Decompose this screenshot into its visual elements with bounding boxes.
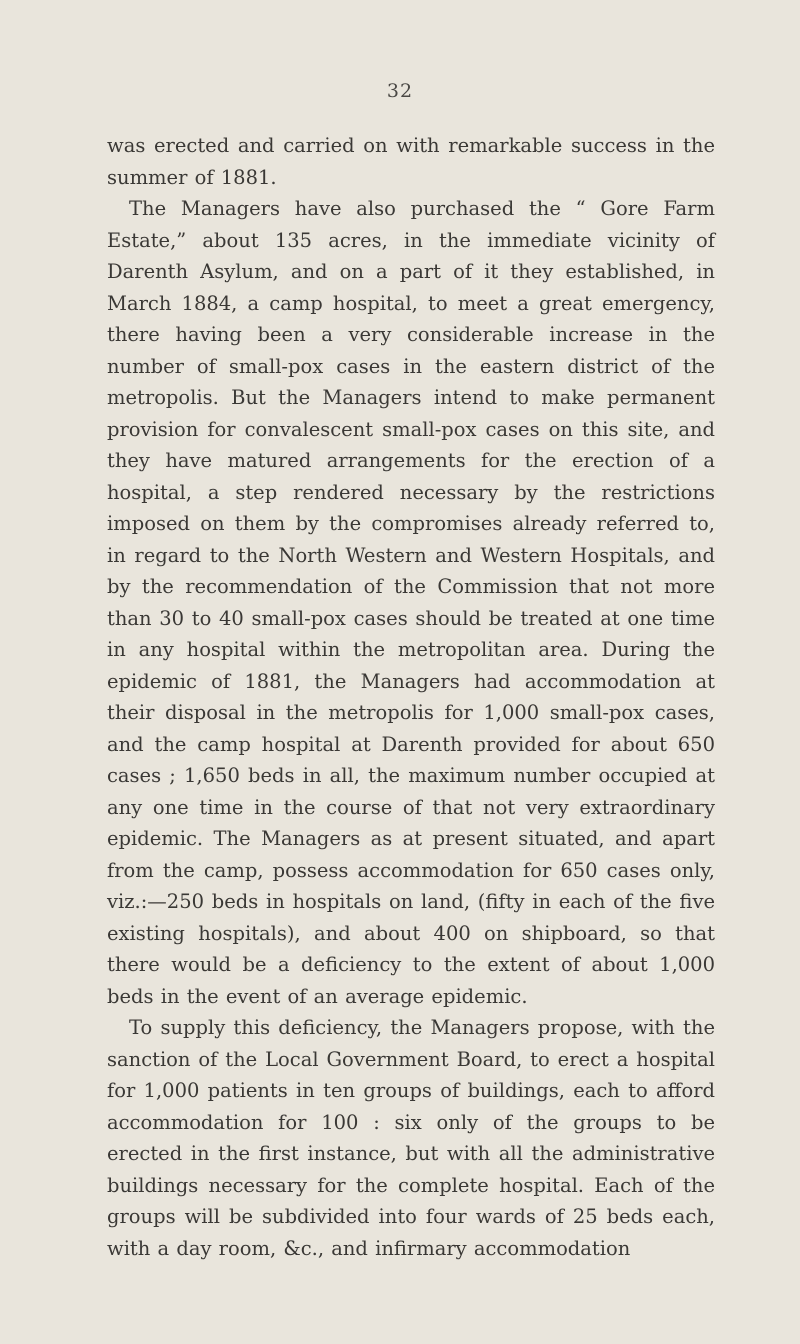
paragraph-gore-farm: The Managers have also purchased the “ Gore Farm Estate,” about 135 acres, in the immediate vicinity of Darenth Asylum, and on a part of it they established, in March 1884, a camp hospital, to meet a great emergency, there having been a very considerable increase in the number of small-pox cases in the eastern district of the metropolis. But the Managers intend to make permanent provision for convalescent small-pox cases on this site, and they have matured arrangements for the erection of a hospital, a step rendered necessary by the restrictions imposed on them by the compromises already referred to, in regard to the North Western and Western Hospitals, and by the recommendation of the Commission that not more than 30 to 40 small-pox cases should be treated at one time in any hospital within the metropolitan area. During the epidemic of 1881, the Managers had accommodation at their disposal in the metropolis for 1,000 small-pox cases, and the camp hospital at Darenth provided for about 650 cases ; 1,650 beds in all, the maximum number occupied at any one time in the course of that not very extraordinary epidemic. The Managers as at present situated, and apart from the camp, possess accommodation for 650 cases only, viz.:—250 beds in hospitals on land, (fifty in each of the five existing hospitals), and about 400 on shipboard, so that there would be a deficiency to the extent of about 1,000 beds in the event of an average epidemic.: [107, 197, 715, 1008]
paragraph-continuation: was erected and carried on with remarkable success in the summer of 1881.: [107, 134, 715, 189]
page-number: 32: [386, 80, 414, 102]
body-text: [107, 130, 715, 1264]
paragraph-deficiency: To supply this deficiency, the Managers propose, with the sanction of the Local Government Board, to erect a hospital for 1,000 patients in ten groups of buildings, each to afford accommodation for 100 : six only of the groups to be erected in the first instance, but with all the administrative buildings necessary for the complete hospital. Each of the groups will be subdivided into four wards of 25 beds each, with a day room, &c., and infirmary accommodation: [107, 1016, 715, 1260]
